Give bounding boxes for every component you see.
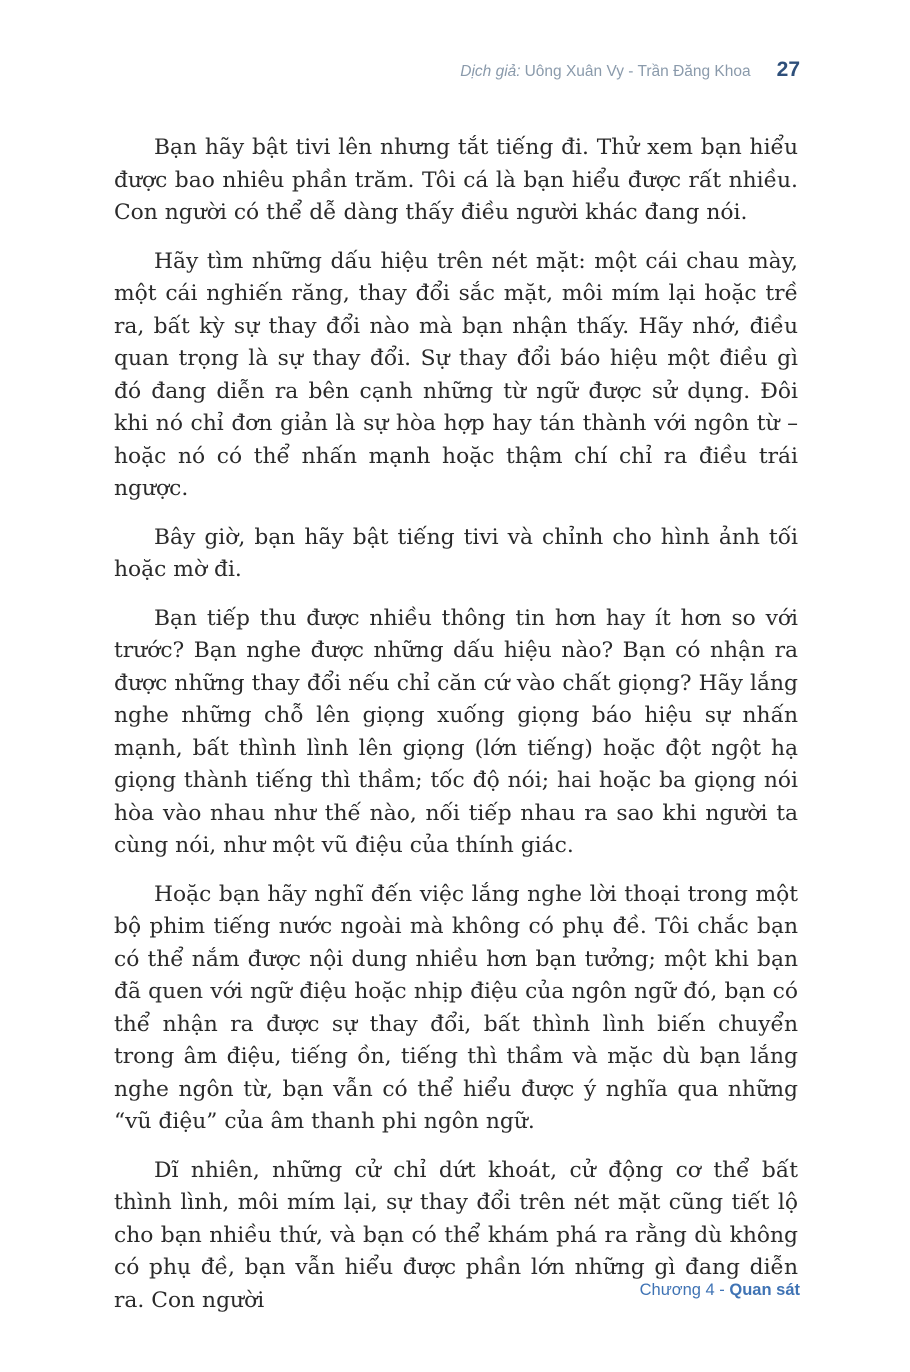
- chapter-title: Quan sát: [729, 1281, 800, 1299]
- translator-names: Uông Xuân Vy - Trần Đăng Khoa: [524, 63, 751, 80]
- paragraph: Dĩ nhiên, những cử chỉ dứt khoát, cử động cơ thể bất thình lình, môi mím lại, sự thay đổi trên nét mặt cũng tiết lộ cho bạn nhiều thứ, và bạn có thể khám phá ra rằng dù không có phụ đề, bạn vẫn hiểu được phần lớn những gì đang diễn ra. Con người: [114, 1157, 798, 1313]
- paragraph: Bạn tiếp thu được nhiều thông tin hơn hay ít hơn so với trước? Bạn nghe được những dấu hiệu nào? Bạn có nhận ra được những thay đổi nếu chỉ căn cứ vào chất giọng? Hãy lắng nghe những chỗ lên giọng xuống giọng báo hiệu sự nhấn mạnh, bất thình lình lên giọng (lớn tiếng) hoặc đột ngột hạ giọng thành tiếng thì thầm; tốc độ nói; hai hoặc ba giọng nói hòa vào nhau như thế nào, nối tiếp nhau ra sao khi người ta cùng nói, như một vũ điệu của thính giác.: [114, 605, 798, 858]
- paragraph: Bạn hãy bật tivi lên nhưng tắt tiếng đi. Thử xem bạn hiểu được bao nhiêu phần trăm. Tôi cá là bạn hiểu được rất nhiều. Con người có thể dễ dàng thấy điều người khác đang nói.: [114, 135, 798, 225]
- running-header: [460, 58, 800, 82]
- page-number: 27: [776, 58, 800, 81]
- page-body: [114, 132, 798, 1333]
- translator-label: Dịch giả:: [460, 63, 521, 80]
- paragraph: Bây giờ, bạn hãy bật tiếng tivi và chỉnh cho hình ảnh tối hoặc mờ đi.: [114, 524, 798, 582]
- paragraph: Hoặc bạn hãy nghĩ đến việc lắng nghe lời thoại trong một bộ phim tiếng nước ngoài mà không có phụ đề. Tôi chắc bạn có thể nắm được nội dung nhiều hơn bạn tưởng; một khi bạn đã quen với ngữ điệu hoặc nhịp điệu của ngôn ngữ đó, bạn có thể nhận ra được sự thay đổi, bất thình lình biến chuyển trong âm điệu, tiếng ồn, tiếng thì thầm và mặc dù bạn lắng nghe ngôn từ, bạn vẫn có thể hiểu được ý nghĩa qua những “vũ điệu” của âm thanh phi ngôn ngữ.: [114, 881, 798, 1134]
- running-footer: [640, 1281, 800, 1300]
- paragraph: Hãy tìm những dấu hiệu trên nét mặt: một cái chau mày, một cái nghiến răng, thay đổi sắc mặt, môi mím lại hoặc trề ra, bất kỳ sự thay đổi nào mà bạn nhận thấy. Hãy nhớ, điều quan trọng là sự thay đổi. Sự thay đổi báo hiệu một điều gì đó đang diễn ra bên cạnh những từ ngữ được sử dụng. Đôi khi nó chỉ đơn giản là sự hòa hợp hay tán thành với ngôn từ – hoặc nó có thể nhấn mạnh hoặc thậm chí chỉ ra điều trái ngược.: [114, 248, 798, 501]
- chapter-label: Chương 4 -: [639, 1281, 730, 1299]
